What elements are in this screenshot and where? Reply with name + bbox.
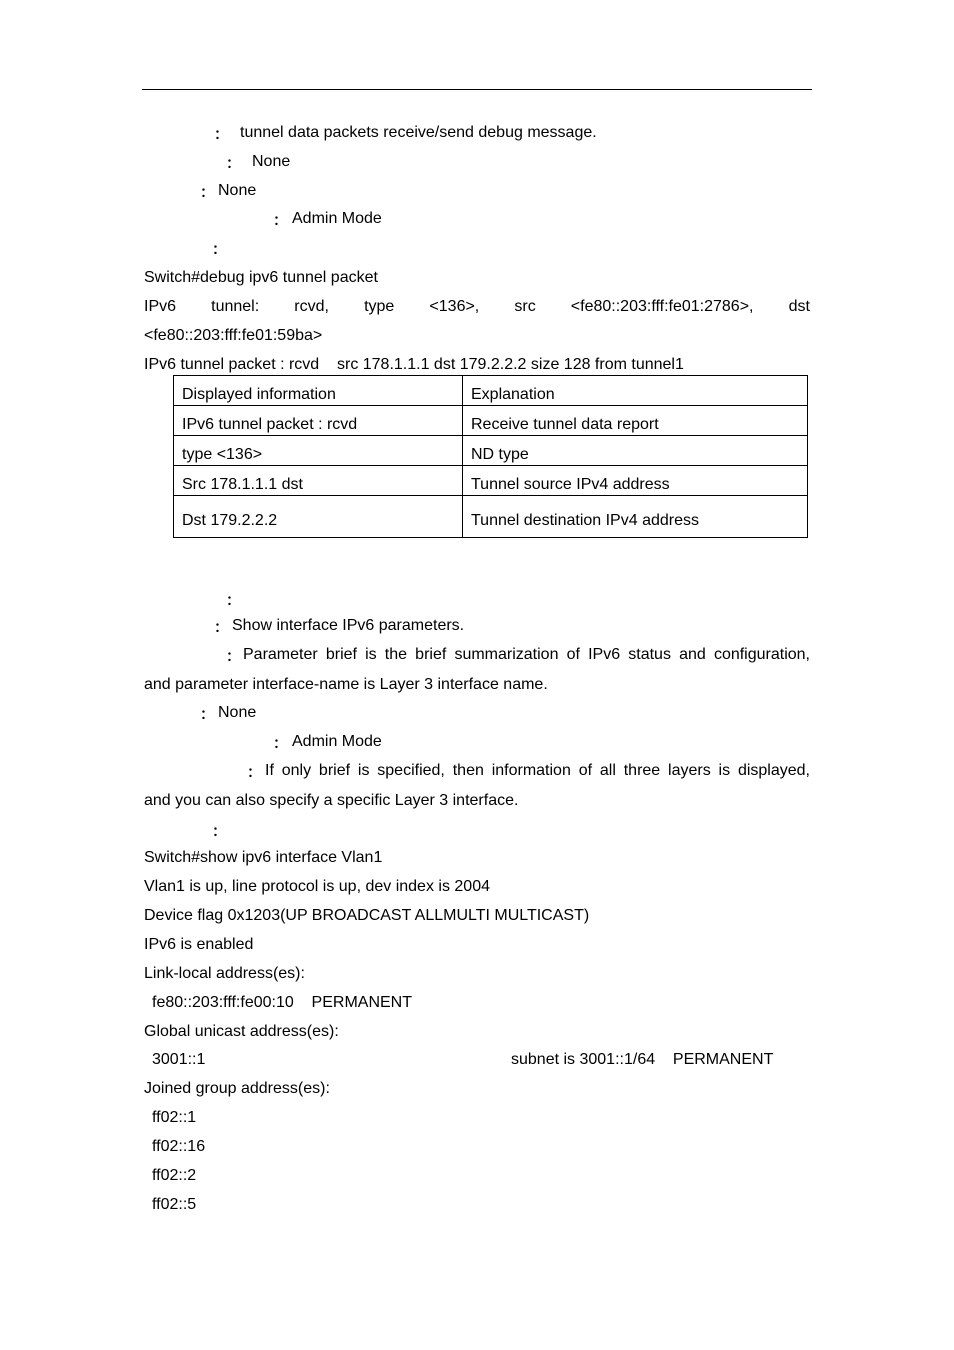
example-output-line: 3001::1 [152, 1051, 206, 1068]
example-output-line [144, 297, 810, 317]
output-word: tunnel: [211, 298, 260, 315]
example-output-line: Device flag 0x1203(UP BROADCAST ALLMULTI MULTICAST) [144, 907, 590, 924]
table-header-cell: Explanation [463, 376, 808, 406]
info-table [173, 375, 808, 538]
output-word: IPv6 [144, 298, 177, 315]
label-colon: ： [214, 126, 230, 143]
function-text: tunnel data packets receive/send debug message. [240, 124, 597, 141]
table-cell: ND type [463, 436, 808, 466]
example-output-line: Global unicast address(es): [144, 1023, 339, 1040]
example-command: Switch#debug ipv6 tunnel packet [144, 269, 378, 286]
table-cell: IPv6 tunnel packet : rcvd [174, 406, 463, 436]
label-colon: ： [200, 184, 216, 201]
group-address: ff02::2 [152, 1167, 197, 1184]
label-colon: ： [214, 619, 230, 636]
default-text: None [218, 182, 257, 199]
mode-text: Admin Mode [292, 210, 382, 227]
output-word: type [364, 298, 395, 315]
label-colon: ： [273, 735, 289, 752]
example-output-line: subnet is 3001::1/64 PERMANENT [511, 1051, 774, 1068]
example-output-line: IPv6 tunnel packet : rcvd src 178.1.1.1 dst 179.2.2.2 size 128 from tunnel1 [144, 356, 684, 373]
table-row [174, 496, 808, 538]
table-header-cell: Displayed information [174, 376, 463, 406]
table-cell: Dst 179.2.2.2 [174, 496, 463, 538]
table-header-row [174, 376, 808, 406]
group-address: ff02::5 [152, 1196, 197, 1213]
output-word: src [514, 298, 536, 315]
table-cell: type <136> [174, 436, 463, 466]
example-output-line: Joined group address(es): [144, 1080, 330, 1097]
output-word: <136>, [429, 298, 480, 315]
table-row [174, 436, 808, 466]
example-output-line: <fe80::203:fff:fe01:59ba> [144, 327, 323, 344]
table-cell: Src 178.1.1.1 dst [174, 466, 463, 496]
table-cell: Receive tunnel data report [463, 406, 808, 436]
label-colon: ： [273, 212, 289, 229]
example-output-line: Link-local address(es): [144, 965, 305, 982]
table-cell: Tunnel source IPv4 address [463, 466, 808, 496]
label-colon: ： [212, 241, 228, 258]
group-address: ff02::16 [152, 1138, 206, 1155]
parameter-text: and parameter interface-name is Layer 3 interface name. [144, 676, 548, 693]
function-text: Show interface IPv6 parameters. [232, 617, 465, 634]
output-word: rcvd, [294, 298, 329, 315]
output-word: dst [788, 298, 810, 315]
parameter-text: Parameter brief is the brief summarization of IPv6 status and configuration, [243, 646, 810, 663]
label-colon: ： [200, 706, 216, 723]
label-colon: ： [247, 764, 263, 781]
mode-text: Admin Mode [292, 733, 382, 750]
parameter-text: None [252, 153, 291, 170]
example-command: Switch#show ipv6 interface Vlan1 [144, 849, 383, 866]
header-rule [142, 89, 812, 90]
output-word: <fe80::203:fff:fe01:2786>, [570, 298, 754, 315]
table-cell: Tunnel destination IPv4 address [463, 496, 808, 538]
table-row [174, 406, 808, 436]
example-output-line: IPv6 is enabled [144, 936, 254, 953]
table-row [174, 466, 808, 496]
usage-text: and you can also specify a specific Layer 3 interface. [144, 792, 519, 809]
example-output-line: fe80::203:fff:fe00:10 PERMANENT [152, 994, 412, 1011]
default-text: None [218, 704, 257, 721]
usage-text: If only brief is specified, then information of all three layers is displayed, [265, 762, 810, 779]
example-output-line: Vlan1 is up, line protocol is up, dev index is 2004 [144, 878, 490, 895]
label-colon: ： [226, 155, 242, 172]
group-address: ff02::1 [152, 1109, 197, 1126]
label-colon: ： [226, 592, 242, 609]
label-colon: ： [226, 648, 242, 665]
label-colon: ： [212, 823, 228, 840]
